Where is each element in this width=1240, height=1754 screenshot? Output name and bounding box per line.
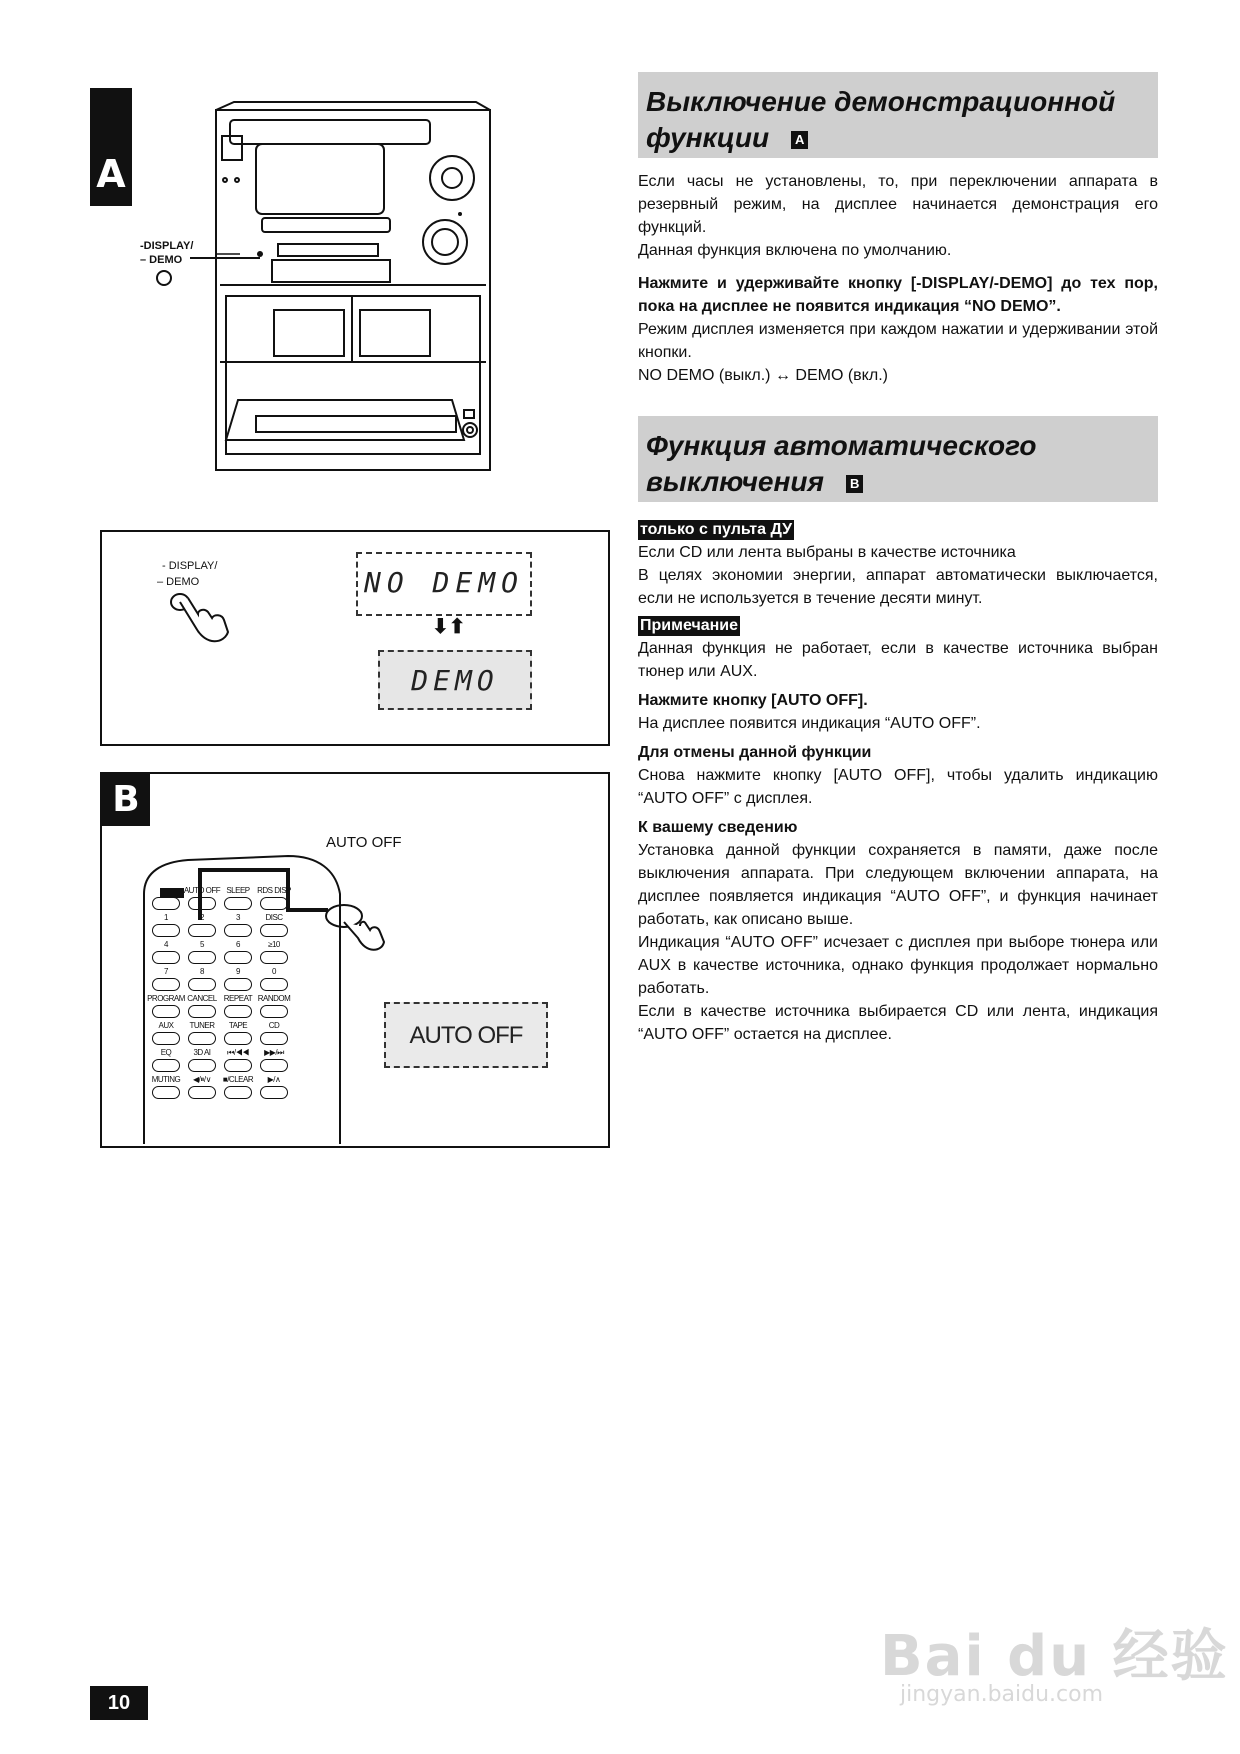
section2-p2: В целях экономии энергии, аппарат автоматически выключается, если не используется в течение десяти минут. bbox=[638, 567, 1158, 607]
remote-key-label: RANDOM bbox=[257, 994, 291, 1003]
lcd-no-demo-text: NO DEMO bbox=[363, 566, 524, 599]
remote-key-label: 7 bbox=[164, 967, 168, 976]
remote-key-label: 3 bbox=[236, 913, 240, 922]
remote-key-label: ■/CLEAR bbox=[222, 1075, 254, 1084]
remote-key[interactable] bbox=[224, 897, 252, 910]
remote-key[interactable] bbox=[188, 924, 216, 937]
auto-off-callout-label: AUTO OFF bbox=[326, 834, 402, 851]
remote-key-label: EQ bbox=[160, 1048, 172, 1057]
remote-key-label: PROGRAM bbox=[147, 994, 185, 1003]
remote-key-label: 0 bbox=[272, 967, 276, 976]
section2-p1: Если CD или лента выбраны в качестве источника bbox=[638, 544, 1016, 561]
remote-key[interactable] bbox=[260, 951, 288, 964]
remote-key[interactable] bbox=[188, 1032, 216, 1045]
page-number: 10 bbox=[90, 1686, 148, 1720]
remote-key[interactable] bbox=[224, 951, 252, 964]
remote-only-label: только с пульта ДУ bbox=[640, 521, 793, 538]
lcd-auto-off-text: AUTO OFF bbox=[409, 1022, 523, 1049]
remote-key[interactable] bbox=[260, 1059, 288, 1072]
section1-p4: Режим дисплея изменяется при каждом нажатии и удерживании этой кнопки. bbox=[638, 321, 1158, 361]
remote-key-label: CD bbox=[268, 1021, 280, 1030]
remote-key[interactable] bbox=[260, 978, 288, 991]
remote-key-label: TAPE bbox=[228, 1021, 248, 1030]
remote-key-label: 3D AI bbox=[193, 1048, 211, 1057]
section2-note: Данная функция не работает, если в качестве источника выбран тюнер или AUX. bbox=[638, 640, 1158, 680]
section1-badge: A bbox=[791, 131, 808, 149]
remote-key-label: ◀/⏸/∨ bbox=[193, 1075, 211, 1084]
section1-header bbox=[638, 72, 1158, 158]
section2-press-heading: Нажмите кнопку [AUTO OFF]. bbox=[638, 692, 868, 709]
remote-key[interactable] bbox=[152, 924, 180, 937]
section2-info1: Установка данной функции сохраняется в памяти, даже после выключения аппарата. При следующем включении аппарата, на дисплее появляется индикация “AUTO OFF”, и функция начинает работать, как описано выше. bbox=[638, 842, 1158, 928]
remote-key-label: RDS DISP bbox=[257, 886, 291, 895]
demo-display-panel bbox=[100, 530, 610, 746]
remote-key[interactable] bbox=[224, 978, 252, 991]
remote-key[interactable] bbox=[260, 1086, 288, 1099]
remote-key-label: DISC bbox=[265, 913, 283, 922]
remote-key-label: 9 bbox=[236, 967, 240, 976]
remote-key[interactable] bbox=[260, 1032, 288, 1045]
section2-info-heading: К вашему сведению bbox=[638, 819, 798, 836]
remote-key[interactable] bbox=[224, 1059, 252, 1072]
remote-key-label: ▶▶/⏭ bbox=[264, 1048, 284, 1057]
section2-title: Функция автоматического выключения B bbox=[646, 430, 1037, 497]
remote-key[interactable] bbox=[188, 897, 216, 910]
section2-cancel: Снова нажмите кнопку [AUTO OFF], чтобы удалить индикацию “AUTO OFF” с дисплея. bbox=[638, 767, 1158, 807]
remote-key[interactable] bbox=[152, 978, 180, 991]
section-tab-b: B bbox=[102, 774, 150, 826]
remote-key[interactable] bbox=[188, 1086, 216, 1099]
remote-key[interactable] bbox=[224, 924, 252, 937]
remote-key-label: MUTING bbox=[151, 1075, 181, 1084]
display-demo-leader-line bbox=[150, 252, 270, 292]
remote-key[interactable] bbox=[152, 1059, 180, 1072]
remote-key[interactable] bbox=[152, 1032, 180, 1045]
section2-info2: Индикация “AUTO OFF” исчезает с дисплея при выборе тюнера или AUX в качестве источника, однако функция продолжает нормально работать. bbox=[638, 934, 1158, 997]
remote-key[interactable] bbox=[188, 951, 216, 964]
remote-key-label: REPEAT bbox=[223, 994, 253, 1003]
auto-off-panel bbox=[100, 772, 610, 1148]
remote-key[interactable] bbox=[188, 1005, 216, 1018]
remote-key[interactable] bbox=[224, 1086, 252, 1099]
remote-key-label: AUX bbox=[158, 1021, 174, 1030]
remote-key-label: 6 bbox=[236, 940, 240, 949]
demo-button-label: – DEMO bbox=[140, 254, 183, 266]
remote-key[interactable] bbox=[224, 1032, 252, 1045]
power-button[interactable] bbox=[152, 897, 180, 910]
remote-key-label: AUTO OFF bbox=[183, 886, 221, 895]
remote-key[interactable] bbox=[152, 1005, 180, 1018]
section2-info3: Если в качестве источника выбирается CD или лента, индикация “AUTO OFF” остается на дисплее. bbox=[638, 1003, 1158, 1043]
toggle-arrows-icon: ⬇⬆ bbox=[432, 616, 466, 638]
remote-key[interactable] bbox=[188, 1059, 216, 1072]
section2-badge: B bbox=[846, 475, 863, 493]
section2-header bbox=[638, 416, 1158, 502]
remote-key-label: 5 bbox=[200, 940, 204, 949]
note-label: Примечание bbox=[640, 617, 739, 634]
section2-press: На дисплее появится индикация “AUTO OFF”. bbox=[638, 715, 981, 732]
remote-key-label: SLEEP bbox=[226, 886, 250, 895]
remote-key-label: 4 bbox=[164, 940, 168, 949]
section1-instruction: Нажмите и удерживайте кнопку [-DISPLAY/-DEMO] до тех пор, пока на дисплее не появится индикация “NO DEMO”. bbox=[638, 275, 1158, 315]
remote-key-label: ▶/∧ bbox=[267, 1075, 281, 1084]
section2-body bbox=[638, 518, 1158, 1046]
section1-p2: Данная функция включена по умолчанию. bbox=[638, 242, 952, 259]
section1-body bbox=[638, 170, 1158, 387]
remote-key-label: CANCEL bbox=[187, 994, 217, 1003]
section2-cancel-heading: Для отмены данной функции bbox=[638, 744, 872, 761]
panel-demo-label: – DEMO bbox=[157, 576, 200, 588]
section1-title: Выключение демонстрационной функции A bbox=[646, 86, 1116, 153]
remote-key-label: TUNER bbox=[189, 1021, 215, 1030]
lcd-demo-text: DEMO bbox=[411, 664, 499, 697]
remote-key-label: ≥10 bbox=[268, 940, 280, 949]
section1-p1: Если часы не установлены, то, при переключении аппарата в резервный режим, на дисплее начинается демонстрация его функций. bbox=[638, 173, 1158, 236]
section1-p5: NO DEMO (выкл.) ↔ DEMO (вкл.) bbox=[638, 367, 888, 384]
remote-key-label: 2 bbox=[200, 913, 204, 922]
display-button-label: -DISPLAY/ bbox=[140, 240, 194, 252]
watermark-brand: Bai du 经验 bbox=[880, 1624, 1229, 1689]
panel-display-label: - DISPLAY/ bbox=[162, 560, 218, 572]
remote-key-label: 8 bbox=[200, 967, 204, 976]
lcd-demo bbox=[378, 650, 532, 710]
remote-key[interactable] bbox=[152, 1086, 180, 1099]
remote-key[interactable] bbox=[152, 951, 180, 964]
pressing-hand-icon bbox=[166, 588, 236, 658]
watermark-url: jingyan.baidu.com bbox=[900, 1682, 1104, 1707]
remote-key[interactable] bbox=[260, 1005, 288, 1018]
remote-key[interactable] bbox=[224, 1005, 252, 1018]
lcd-auto-off bbox=[384, 1002, 548, 1068]
remote-key[interactable] bbox=[188, 978, 216, 991]
section-tab-a: A bbox=[90, 88, 132, 206]
lcd-no-demo bbox=[356, 552, 532, 616]
remote-key[interactable] bbox=[260, 924, 288, 937]
remote-key[interactable] bbox=[260, 897, 288, 910]
remote-key-label: 1 bbox=[164, 913, 168, 922]
remote-key-label: ⏮/◀◀ bbox=[227, 1048, 249, 1057]
